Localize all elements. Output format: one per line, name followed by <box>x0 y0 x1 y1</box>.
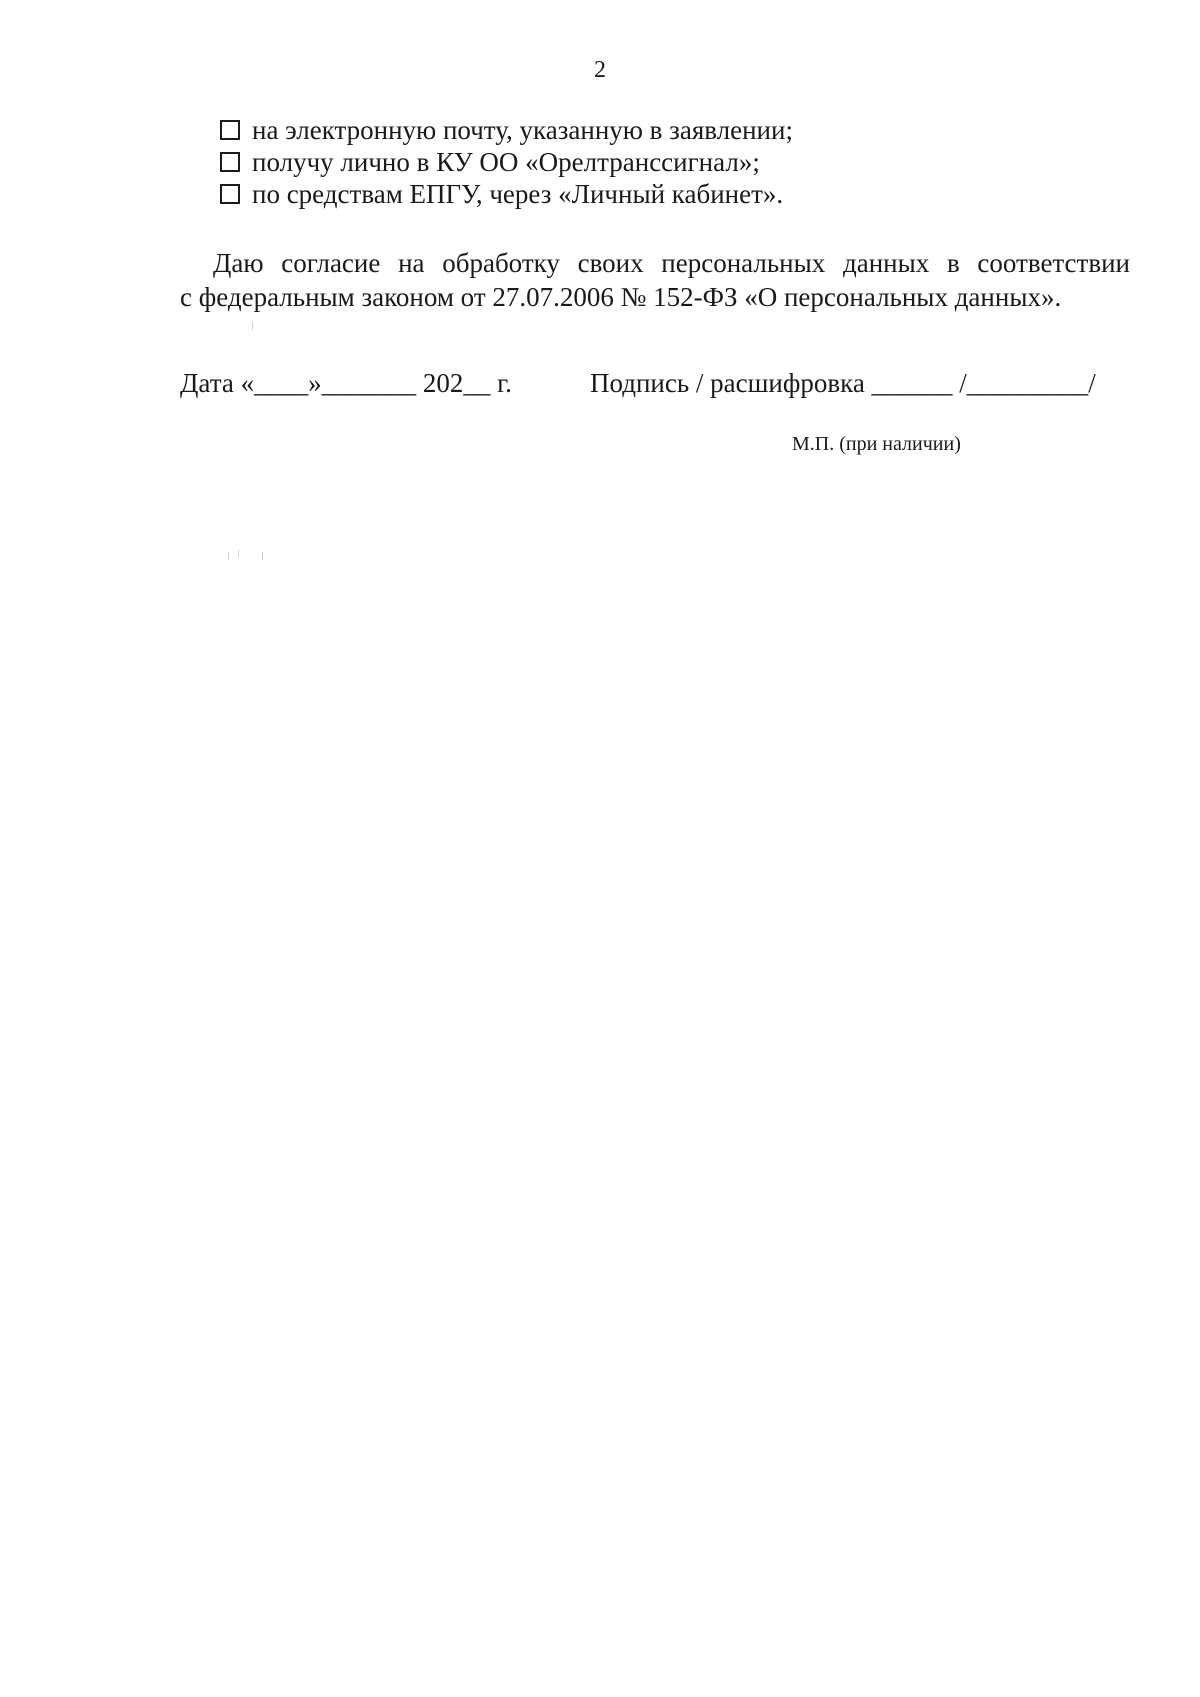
delivery-option-label: получу лично в КУ ОО «Орелтранссигнал»; <box>252 147 760 177</box>
consent-line-2: с федеральным законом от 27.07.2006 № 152-ФЗ «О персональных данных». <box>180 282 1062 312</box>
checkbox-icon[interactable] <box>220 184 240 204</box>
delivery-option-in-person[interactable] <box>220 146 1120 178</box>
checkbox-icon[interactable] <box>220 152 240 172</box>
scan-speck <box>252 322 253 330</box>
delivery-options-list <box>220 114 1120 210</box>
delivery-option-email[interactable] <box>220 114 1120 146</box>
delivery-option-label: на электронную почту, указанную в заявлении; <box>252 115 793 145</box>
page-number: 2 <box>594 57 606 83</box>
stamp-note: М.П. (при наличии) <box>792 433 961 455</box>
date-field: Дата «____»_______ 202__ г. <box>180 368 512 398</box>
scan-speck <box>262 552 263 560</box>
signature-field: Подпись / расшифровка ______ /_________/ <box>590 368 1096 398</box>
consent-line-1: Даю согласие на обработку своих персональных данных в соответствии <box>213 248 1130 278</box>
checkbox-icon[interactable] <box>220 120 240 140</box>
scan-speck <box>238 550 239 558</box>
consent-paragraph <box>180 246 1130 314</box>
delivery-option-label: по средствам ЕПГУ, через «Личный кабинет». <box>252 179 784 209</box>
scan-speck <box>228 552 229 560</box>
delivery-option-epgu[interactable] <box>220 178 1120 210</box>
